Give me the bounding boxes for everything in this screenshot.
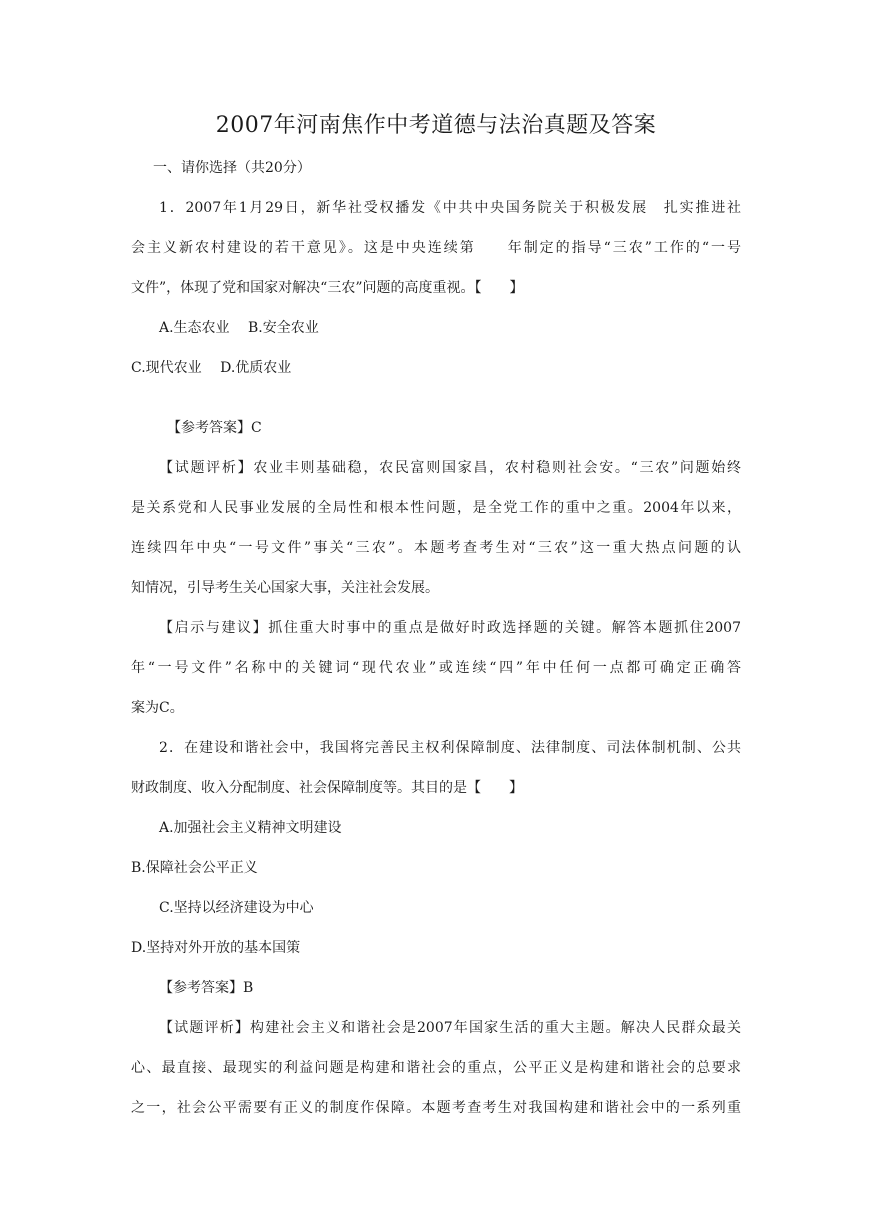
- q1-stem-line-3: 文件”，体现了党和国家对解决“三农”问题的高度重视。【 】: [131, 280, 524, 296]
- q2-option-c: C.坚持以经济建设为中心: [159, 900, 314, 916]
- q2-analysis-line-2: 心、最直接、最现实的利益问题是构建和谐社会的重点，公平正义是构建和谐社会的总要求: [131, 1060, 741, 1076]
- q2-analysis-line-3: 之一，社会公平需要有正义的制度作保障。本题考查考生对我国构建和谐社会中的一系列重: [131, 1100, 741, 1116]
- q1-options-line-2: C.现代农业 D.优质农业: [131, 360, 292, 376]
- document-page: [131, 108, 741, 1128]
- q1-stem-line-1: 1．2007年1月29日，新华社受权播发《中共中央国务院关于积极发展 扎实推进社: [159, 200, 741, 216]
- q2-stem-line-2: 财政制度、收入分配制度、社会保障制度等。其目的是【 】: [131, 780, 523, 796]
- q1-hint-line-3: 案为C。: [131, 700, 184, 716]
- q1-analysis-line-3: 连续四年中央“一号文件”事关“三农”。本题考查考生对“三农”这一重大热点问题的认: [131, 540, 741, 556]
- q1-analysis-line-4: 知情况，引导考生关心国家大事，关注社会发展。: [131, 580, 439, 596]
- q2-option-d: D.坚持对外开放的基本国策: [131, 940, 301, 956]
- q1-hint-line-1: 【启示与建议】抓住重大时事中的重点是做好时政选择题的关键。解答本题抓住2007: [159, 620, 741, 636]
- spacer: [131, 388, 741, 408]
- q1-hint-line-2: 年“一号文件”名称中的关键词“现代农业”或连续“四”年中任何一点都可确定正确答: [131, 660, 741, 676]
- question-1: [131, 188, 741, 728]
- q2-option-b: B.保障社会公平正义: [131, 860, 258, 876]
- document-title: 2007年河南焦作中考道德与法治真题及答案: [215, 113, 657, 138]
- section-heading: 一、请你选择（共20分）: [153, 160, 311, 176]
- q1-answer: 【参考答案】C: [167, 420, 262, 436]
- question-2: [131, 728, 741, 1128]
- q1-stem-line-2: 会主义新农村建设的若干意见》。这是中央连续第 年制定的指导“三农”工作的“一号: [131, 240, 741, 256]
- q1-analysis-line-2: 是关系党和人民事业发展的全局性和根本性问题，是全党工作的重中之重。2004年以来，: [131, 500, 741, 516]
- q2-answer: 【参考答案】B: [159, 980, 254, 996]
- q2-stem-line-1: 2．在建设和谐社会中，我国将完善民主权利保障制度、法律制度、司法体制机制、公共: [159, 740, 741, 756]
- q2-analysis-line-1: 【试题评析】构建社会主义和谐社会是2007年国家生活的重大主题。解决人民群众最关: [159, 1020, 741, 1036]
- q1-options-line-1: A.生态农业 B.安全农业: [159, 320, 319, 336]
- q1-analysis-line-1: 【试题评析】农业丰则基础稳，农民富则国家昌，农村稳则社会安。“三农”问题始终: [159, 460, 741, 476]
- q2-option-a: A.加强社会主义精神文明建设: [159, 820, 342, 836]
